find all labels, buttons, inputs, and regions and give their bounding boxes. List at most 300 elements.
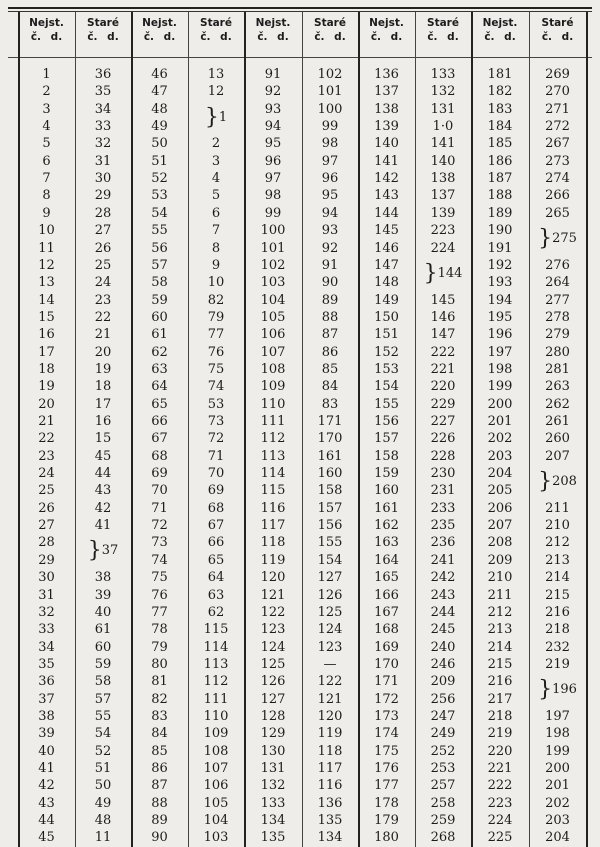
table-cell: 245 [430,622,456,638]
table-cell: 12 [207,84,225,100]
table-cell: 9 [42,205,51,221]
table-cell: 67 [151,431,168,447]
table-cell: 229 [430,396,456,412]
table-cell: 118 [260,535,286,551]
header-title: Nejst. [482,17,518,29]
table-cell: 210 [545,518,570,534]
table-cell: 218 [487,708,513,724]
table-cell: 100 [317,101,343,117]
column-header [244,16,302,44]
table-cell: 215 [545,587,570,603]
table-cell: 211 [487,587,513,603]
table-cell: 23 [38,448,55,464]
table-cell: 64 [207,570,225,586]
table-cell: 235 [430,518,456,534]
table-cell: 90 [151,830,168,846]
table-cell: 147 [374,257,399,273]
table-cell: 76 [207,344,225,360]
table-cell: 25 [94,257,112,273]
table-cell: 267 [545,136,570,152]
table-cell: 112 [260,431,286,447]
table-cell: 44 [38,813,55,829]
table-cell: 188 [487,188,513,204]
table-cell: 52 [94,743,112,759]
table-cell: 13 [207,67,225,82]
table-cell: 200 [487,396,513,412]
table-cell: 178 [374,795,399,811]
table-cell: 196 [487,327,513,343]
table-cell: 120 [260,570,286,586]
table-cell: 119 [260,552,286,568]
table-cell: 52 [151,171,168,187]
table-cell: 66 [151,414,168,429]
table-cell: 199 [545,743,570,759]
table-cell: 135 [260,830,286,846]
table-cell: 11 [38,240,55,256]
table-cell: 129 [260,726,286,742]
table-cell: 23 [94,292,112,308]
table-cell: 206 [487,500,513,516]
column-header [302,16,358,44]
table-cell: 117 [317,761,343,776]
table-cell: 225 [487,830,513,846]
header-subtitle: č. d. [257,31,289,43]
table-cell: 5 [42,136,51,152]
table-cell: 91 [321,257,339,273]
header-title: Staré [314,17,346,29]
table-cell: 8 [211,240,221,256]
table-cell: 115 [203,622,229,638]
table-cell: 260 [545,431,570,447]
table-cell: 114 [260,466,286,482]
table-cell: 211 [545,500,570,516]
column-header [18,16,75,44]
table-cell: 59 [94,656,112,672]
table-cell: 200 [545,761,570,776]
header-title: Nejst. [255,17,291,29]
merged-cell [415,257,471,291]
table-cell: 99 [264,205,282,221]
table-cell: 179 [374,813,399,829]
table-cell: 204 [487,466,513,482]
table-cell: 107 [203,761,229,776]
table-cell: 67 [207,518,225,534]
table-cell: 49 [151,119,168,135]
table-cell: 89 [151,813,168,829]
table-cell: 57 [94,691,112,707]
table-cell: 227 [430,414,456,429]
table-cell: 86 [151,761,168,776]
table-cell: 44 [94,466,112,482]
table-cell: 197 [545,708,570,724]
table-cell: 48 [94,813,112,829]
table-cell: 32 [94,136,112,152]
table-cell: 138 [430,171,456,187]
table-cell: 274 [545,171,570,187]
merged-value: 208 [552,474,577,490]
table-cell: 137 [374,84,399,100]
table-cell: 164 [374,552,399,568]
table-cell: 30 [38,570,55,586]
table-cell: 14 [38,292,55,308]
merged-cell [75,534,131,568]
table-cell: 1·0 [432,119,454,135]
table-cell: 26 [94,240,112,256]
table-cell: 4 [42,119,51,135]
table-cell: 158 [317,483,343,499]
table-cell: 70 [151,483,168,499]
table-cell: 1 [42,67,51,82]
column-header [75,16,131,44]
table-cell: 214 [545,570,570,586]
table-cell: 128 [260,708,286,724]
table-cell: 224 [430,240,456,256]
table-cell: 3 [42,101,51,117]
table-cell: 136 [374,67,399,82]
table-cell: 66 [207,535,225,551]
table-cell: 96 [321,171,339,187]
table-cell: 9 [211,257,221,273]
table-cell: 21 [94,327,112,343]
table-cell: 240 [430,639,456,655]
table-cell: 266 [545,188,570,204]
table-cell: 93 [264,101,282,117]
merged-cell [529,673,586,707]
table-cell: 73 [151,535,168,551]
table-cell: 60 [94,639,112,655]
table-cell: 116 [260,500,286,516]
table-cell: 47 [151,84,168,100]
table-cell: 232 [545,639,570,655]
table-cell: 160 [317,466,343,482]
table-cell: 111 [260,414,286,429]
table-cell: 222 [430,344,456,360]
table-cell: 101 [317,84,343,100]
table-cell: 124 [317,622,343,638]
table-cell: 73 [207,414,225,429]
table-cell: 29 [94,188,112,204]
table-cell: 132 [260,778,286,794]
table-cell: 209 [487,552,513,568]
table-cell: 262 [545,396,570,412]
table-cell: 186 [487,153,513,169]
table-cell: 16 [38,327,55,343]
table-cell: 35 [94,84,112,100]
table-cell: 57 [151,257,168,273]
table-cell: 131 [430,101,456,117]
table-cell: 272 [545,119,570,135]
table-cell: 194 [487,292,513,308]
table-cell: 113 [260,448,286,464]
top-rule [8,7,592,9]
table-cell: 54 [94,726,112,742]
table-cell: 6 [42,153,51,169]
table-cell: 216 [545,604,570,620]
table-cell: 91 [264,67,282,82]
table-cell: 210 [487,570,513,586]
table-cell: 217 [487,691,513,707]
table-cell: 60 [151,309,168,325]
table-cell: 280 [545,344,570,360]
table-cell: 219 [545,656,570,672]
table-cell: 135 [317,813,343,829]
table-cell: 102 [317,67,343,82]
table-cell: 38 [94,570,112,586]
table-cell: 159 [374,466,399,482]
table-cell: 242 [430,570,456,586]
table-cell: 233 [430,500,456,516]
table-cell: 157 [317,500,343,516]
table-cell: 189 [487,205,513,221]
table-cell: 85 [151,743,168,759]
table-cell: 171 [374,674,399,690]
table-cell: 18 [94,379,112,395]
column-header [529,16,586,44]
table-cell: 58 [151,275,168,291]
merged-value: 275 [552,231,577,247]
table-cell: 108 [260,361,286,377]
table-cell: 35 [38,656,55,672]
table-cell: 82 [151,691,168,707]
table-cell: 143 [374,188,399,204]
table-cell: 204 [545,830,570,846]
table-cell: 253 [430,761,456,776]
table-cell: 75 [151,570,168,586]
table-cell: 192 [487,257,513,273]
table-cell: 56 [151,240,168,256]
table-cell: 269 [545,67,570,82]
table-cell: 54 [151,205,168,221]
table-cell: 87 [321,327,339,343]
table-cell: 72 [151,518,168,534]
table-cell: 221 [487,761,513,776]
table-cell: 69 [151,466,168,482]
merged-value: 144 [437,265,463,281]
table-cell: 36 [38,674,55,690]
table-cell: 174 [374,726,399,742]
table-cell: 94 [321,205,339,221]
table-cell: 139 [430,205,456,221]
table-cell: 220 [487,743,513,759]
table-cell: 246 [430,656,456,672]
table-cell: 125 [317,604,343,620]
table-cell: 87 [151,778,168,794]
table-cell: 21 [38,414,55,429]
table-cell: 53 [207,396,225,412]
table-cell: 95 [264,136,282,152]
table-cell: 108 [203,743,229,759]
table-cell: 74 [151,552,168,568]
table-cell: 166 [374,587,399,603]
header-subtitle: č. d. [427,31,459,43]
table-cell: 141 [374,153,399,169]
table-cell: 20 [38,396,55,412]
table-cell: 31 [38,587,55,603]
table-cell: 15 [38,309,55,325]
table-cell: 70 [207,466,225,482]
table-cell: 62 [151,344,168,360]
table-cell: 140 [374,136,399,152]
table-cell: 33 [38,622,55,638]
table-cell: 30 [94,171,112,187]
table-cell: 203 [487,448,513,464]
table-cell: 279 [545,327,570,343]
table-cell: 224 [487,813,513,829]
table-cell: 106 [203,778,229,794]
table-cell: 172 [374,691,399,707]
table-cell: 171 [317,414,343,429]
table-cell: 42 [38,778,55,794]
table-cell: 43 [38,795,55,811]
table-cell: 116 [317,778,343,794]
table-cell: 160 [374,483,399,499]
table-cell: 93 [321,223,339,239]
column-rule [586,12,588,847]
table-cell: 244 [430,604,456,620]
table-cell: 26 [38,500,55,516]
table-cell: 77 [151,604,168,620]
table-cell: 117 [260,518,286,534]
table-cell: 118 [317,743,343,759]
table-cell: 216 [487,674,513,690]
table-cell: 10 [207,275,225,291]
table-cell: 45 [38,830,55,846]
table-cell: 158 [374,448,399,464]
table-cell: 81 [151,674,168,690]
table-cell: 173 [374,708,399,724]
merged-value: 196 [552,682,577,698]
column-header [415,16,471,44]
table-cell: 74 [207,379,225,395]
table-cell: 98 [264,188,282,204]
table-cell: 258 [430,795,456,811]
table-cell: 68 [207,500,225,516]
table-cell: 177 [374,778,399,794]
header-title: Staré [200,17,232,29]
table-cell: 61 [151,327,168,343]
brace-glyph: } [538,469,553,495]
table-cell: 273 [545,153,570,169]
table-cell: 170 [374,656,399,672]
table-cell: 190 [487,223,513,239]
table-cell: 191 [487,240,513,256]
table-cell: 19 [94,361,112,377]
table-cell: 182 [487,84,513,100]
table-cell: 63 [207,587,225,603]
table-cell: 28 [94,205,112,221]
table-cell: 228 [430,448,456,464]
table-cell: 236 [430,535,456,551]
table-cell: 55 [151,223,168,239]
table-cell: 24 [38,466,55,482]
table-cell: 82 [207,292,225,308]
table-cell: 161 [317,448,343,464]
table-cell: 145 [374,223,399,239]
table-cell: 31 [94,153,112,169]
table-cell: 259 [430,813,456,829]
table-cell: 83 [321,396,339,412]
table-cell: 101 [260,240,286,256]
table-cell: 98 [321,136,339,152]
table-cell: 134 [317,830,343,846]
table-cell: 80 [151,656,168,672]
table-cell: 10 [38,223,55,239]
table-cell: 105 [203,795,229,811]
table-cell: 123 [260,622,286,638]
table-cell: 115 [260,483,286,499]
table-cell: 16 [94,414,112,429]
table-cell: 103 [203,830,229,846]
table-cell: 92 [264,84,282,100]
brace-glyph: } [87,538,102,564]
table-cell: 72 [207,431,225,447]
table-cell: 25 [38,483,55,499]
table-cell: 12 [38,257,55,273]
table-cell: 218 [545,622,570,638]
table-cell: 146 [430,309,456,325]
table-cell: 149 [374,292,399,308]
table-cell: 201 [487,414,513,429]
table-cell: 270 [545,84,570,100]
table-cell: 198 [487,361,513,377]
table-cell: 207 [545,448,570,464]
table-cell: 6 [211,205,221,221]
table-cell: 45 [94,448,112,464]
table-cell: 5 [211,188,221,204]
table-cell: 2 [211,136,221,152]
header-title: Staré [87,17,119,29]
table-cell: 157 [374,431,399,447]
table-cell: 209 [430,674,456,690]
table-cell: 247 [430,708,456,724]
table-cell: 137 [430,188,456,204]
merged-cell [188,101,244,135]
header-subtitle: č. d. [541,31,574,43]
table-cell: 148 [374,275,399,291]
table-cell: 169 [374,639,399,655]
merged-cell [529,222,586,256]
table-cell: 27 [38,518,55,534]
column-header [131,16,188,44]
table-cell: 50 [94,778,112,794]
merged-value: 1 [218,109,228,125]
table-cell: 50 [151,136,168,152]
table-cell: 152 [374,344,399,360]
table-cell: 184 [487,119,513,135]
table-cell: 42 [94,500,112,516]
table-cell: 155 [374,396,399,412]
table-cell: 145 [430,292,456,308]
table-cell: 104 [260,292,286,308]
header-title: Staré [427,17,459,29]
table-cell: 51 [94,761,112,776]
table-cell: 24 [94,275,112,291]
table-cell: 41 [38,761,55,776]
table-cell: 84 [151,726,168,742]
table-cell: 134 [260,813,286,829]
table-cell: 114 [203,639,229,655]
table-cell: 165 [374,570,399,586]
table-cell: 36 [94,67,112,82]
table-cell: 85 [321,361,339,377]
table-cell: 268 [430,830,456,846]
table-cell: 15 [94,431,112,447]
header-subtitle: č. d. [200,31,232,43]
table-cell: 71 [207,448,225,464]
table-cell: 19 [38,379,55,395]
table-cell: 3 [211,153,221,169]
table-cell: 64 [151,379,168,395]
